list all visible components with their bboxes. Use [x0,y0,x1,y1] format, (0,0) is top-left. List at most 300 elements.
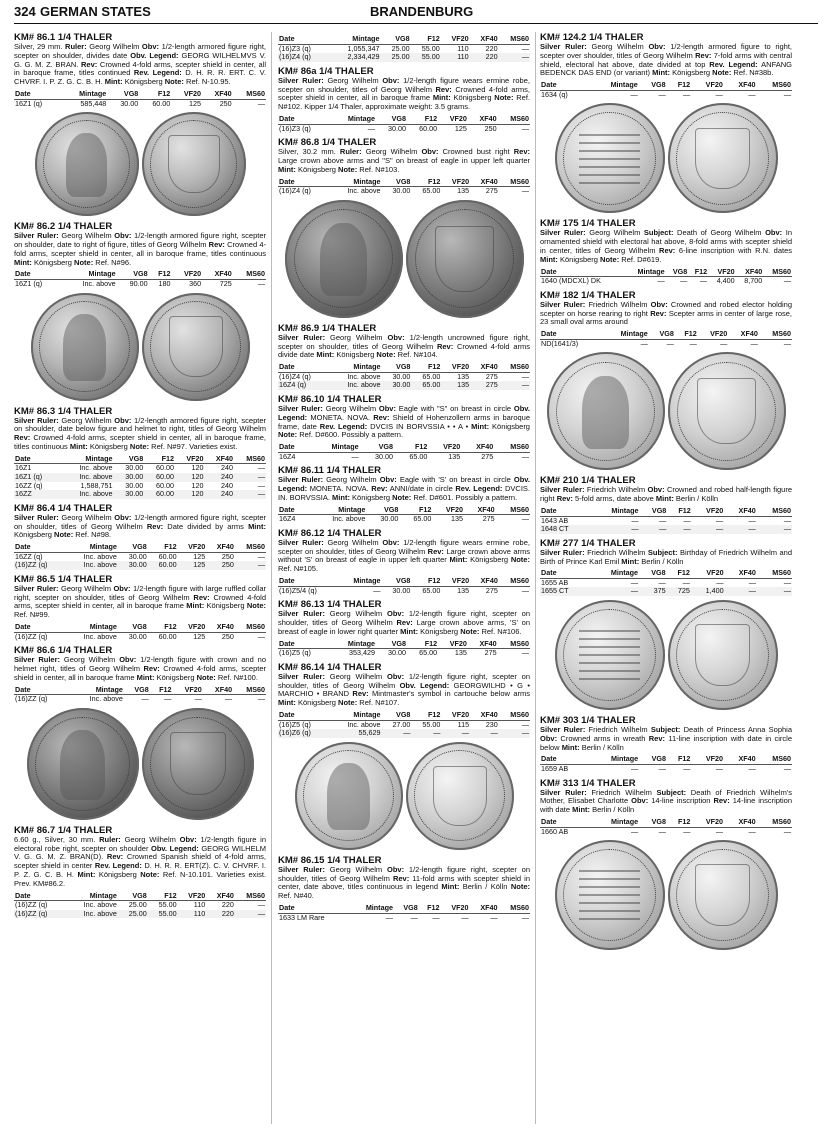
field-label: Mint: [432,93,451,103]
entry-description [278,148,530,174]
field-label: Mint: [136,672,155,682]
catalog-entry [540,290,792,349]
mintage-cell: (16)ZZ (q) [15,694,48,704]
column-header: VF20 [691,755,724,764]
field-text: D. H. R. R. ERT(Z). C. V. CHVRF. I. P. Z. G. C. B. H. [14,861,266,880]
catalog-entry [278,323,530,390]
coin-photos [540,103,792,213]
column-header: XF40 [468,115,498,124]
field-text: 1/2-length armored figure to right, scepter over shoulder, titles of Georg Wilhelm [540,42,793,60]
field-text: Crowned Spanish shield of 4-fold arms, scepter shield in center [14,852,266,871]
field-text: 1/2-length figure wears ermine robe, scepter on shoulder, titles of Georg Wilhelm [278,75,530,94]
column-header: MS60 [499,178,530,187]
mintage-cell: 240 [221,480,234,490]
entry-description [540,229,792,264]
mintage-cell: — [748,764,756,774]
column-header: F12 [411,178,441,187]
mintage-table [278,904,530,922]
column-header: VG8 [118,892,148,901]
entry-title: KM# 86.3 1/4 THALER [14,405,113,417]
field-label: Silver Ruler: [14,583,59,593]
field-label: Rev. Legend: [133,68,182,78]
mintage-cell: 16Z4 [279,451,296,461]
mintage-cell: — [590,587,639,596]
field-label: Note: [600,254,620,264]
mintage-cell: — [521,585,529,595]
mintage-row [14,632,266,641]
mintage-header-row [540,507,792,516]
entry-description [278,476,530,502]
field-text: Death of Friedrich Wilhelm's Mother, Elisabet Charlotte [540,787,792,806]
column-header: F12 [148,623,178,632]
mintage-table [540,507,792,534]
entry-description [278,539,530,574]
mintage-cell: (16)Z5 (q) [279,719,311,729]
column-header: F12 [150,686,173,695]
column-header: XF40 [728,330,759,339]
mintage-header-row [540,818,792,827]
column-header: VG8 [639,818,667,827]
field-label: Silver Ruler: [540,485,585,495]
mintage-table [278,577,530,595]
mintage-header-row [14,623,266,632]
coin-portrait-icon [66,133,108,197]
mintage-table [278,640,530,658]
column-header: XF40 [461,443,494,452]
entry-title: KM# 86.2 1/4 THALER [14,221,113,233]
mintage-cell: — [499,53,530,62]
field-label: Mint: [278,698,296,708]
column-header: Mintage [590,507,639,516]
column-header: Date [14,892,65,901]
mintage-table [540,268,792,286]
entry-description [540,726,792,752]
field-label: Rev: [695,50,712,60]
field-label: Subject: [650,725,681,735]
mintage-cell: 30.00 [388,648,407,658]
field-label: Obv. Legend: [278,403,531,422]
column-header: F12 [139,90,171,99]
coin-portrait-icon [579,128,641,190]
mintage-cell: — [783,577,791,587]
column-header: Mintage [331,115,376,124]
column-header: Date [540,81,589,90]
mintage-table [278,115,530,133]
mintage-cell: — [499,729,530,738]
column-3 [540,32,792,955]
catalog-entry [278,465,530,524]
mintage-cell: 65.00 [419,648,438,658]
mintage-cell: 65.00 [411,381,441,390]
column-header: Date [278,640,331,649]
field-label: Rev: [556,494,573,504]
field-text: 1/2-length figure wears ermine robe, scepter on shoulder, titles of Georg Wilhelm [278,537,530,556]
column-header: XF40 [725,569,757,578]
column-header: XF40 [724,81,757,90]
mintage-cell: 60.00 [419,123,438,133]
column-header: MS60 [494,443,530,452]
mintage-cell: 375 [639,587,667,596]
coin-photos [278,200,530,318]
column-header: MS60 [499,363,530,372]
field-label: Silver Ruler: [278,403,323,413]
column-header: Mintage [65,543,118,552]
coin-reverse-image [668,103,778,213]
coin-obverse-image [555,103,665,213]
mintage-cell: — [715,89,723,99]
column-header: MS60 [498,115,530,124]
entry-title: KM# 86a 1/4 THALER [278,65,374,77]
column-header: Date [540,755,590,764]
mintage-row [278,124,530,133]
field-text: In ornamented shield with electoral hat above, 8-fold arms with scepter shield in center, titles of Georg Wilhelm [540,228,793,255]
field-label: Obv: [386,671,405,681]
column-header: Date [14,543,65,552]
coin-reverse-image [668,600,778,710]
field-text: GEORGWILHD • G • MARCHIO • BRAND [278,680,530,699]
mintage-cell: 360 [189,278,202,288]
mintage-table [540,330,792,348]
coin-portrait-icon [320,223,367,296]
column-divider [535,32,536,1124]
mintage-cell: — [783,338,791,348]
mintage-cell: — [783,515,791,525]
mintage-cell: 275 [484,648,497,658]
field-label: Rev: [513,147,530,157]
mintage-cell: 30.00 [382,381,412,390]
mintage-cell: Inc. above [89,694,123,704]
field-label: Mint: [104,77,123,87]
coin-obverse-image [295,742,403,850]
column-header: XF40 [470,35,499,44]
mintage-cell: 250 [219,98,232,108]
mintage-cell: 1,588,751 [80,480,113,490]
field-text: Death of Georg Wilhelm [673,228,766,238]
mintage-cell: Inc. above [347,371,381,381]
field-text: Königsberg [418,626,461,636]
column-header: VG8 [382,711,412,720]
mintage-cell: 30.00 [128,551,147,561]
mintage-cell: — [521,719,529,729]
column-header: VG8 [118,543,148,552]
mintage-cell: 55,629 [329,729,382,738]
mintage-cell: 4,400 [716,276,735,286]
column-header: VF20 [432,506,464,515]
column-header: VF20 [441,577,470,586]
column-header: VG8 [640,507,668,516]
coin-arms-icon [695,624,750,686]
field-label: Note: [338,698,358,708]
coin-arms-icon [695,128,750,190]
column-header: XF40 [736,268,764,277]
mintage-cell: 1659 AB [541,764,569,774]
mintage-cell: — [257,463,265,473]
column-header: Mintage [65,892,118,901]
entry-title: KM# 86.1 1/4 THALER [14,32,113,43]
mintage-cell: 55.00 [411,53,441,62]
column-header: MS60 [234,455,266,464]
field-text: Mintmaster's symbol in cartouche below arms [368,689,530,699]
mintage-cell: 230 [485,719,498,729]
mintage-cell: 16ZZ (q) [15,480,43,490]
column-header: VF20 [698,330,729,339]
mintage-cell: — [441,729,470,738]
mintage-row [540,587,792,596]
entry-title: KM# 303 1/4 THALER [540,715,636,727]
column-header: VF20 [441,904,470,913]
column-header: VF20 [172,686,202,695]
field-text: 1/2-length figure with large ruffled collar right, scepter on shoulder, titles of Georg Wilhelm [14,583,267,602]
mintage-cell: 135 [457,186,470,196]
column-header: F12 [411,35,441,44]
column-header: VG8 [394,904,419,913]
catalog-entry [14,32,266,108]
mintage-cell: 16Z1 (q) [14,473,59,482]
mintage-cell: — [164,694,172,704]
column-header: VF20 [428,443,461,452]
field-text: Ref. N-10.101. Varieties exist. Prev. KM#86.2. [14,870,267,888]
field-text: Death of Princess Anna Sophia [680,725,792,735]
catalog-entry [278,394,530,461]
column-header: VF20 [441,363,470,372]
field-label: Silver Ruler: [540,228,586,238]
field-text: D. H. R. R. ERT. C. V. CHVRF. I. P. Z. G. C. B. H. [14,68,266,87]
column-header: MS60 [499,577,530,586]
field-label: Note: [140,870,160,880]
mintage-row [540,339,792,348]
mintage-cell: 55.00 [422,719,441,729]
field-label: Obv. Legend: [278,475,530,494]
mintage-cell: (16)ZZ (q) [14,561,65,570]
entry-description [540,301,792,327]
mintage-cell: — [141,694,149,704]
column-header: Mintage [350,904,394,913]
mintage-cell: 220 [470,53,499,62]
field-label: Rev: [436,341,454,351]
column-header: Date [278,35,329,44]
column-header: MS60 [499,35,530,44]
field-text: Ref. N-10.95. [183,77,231,87]
column-header: Mintage [59,455,113,464]
field-text: Berlin / Kölln [590,805,635,815]
mintage-cell: — [521,514,529,524]
field-label: Silver Ruler: [540,42,587,51]
column-header: VG8 [382,178,412,187]
field-text: 1/2-length figure right, scepter on shoulder, titles of Georg Wilhelm [278,864,531,883]
entry-title: KM# 86.9 1/4 THALER [278,322,377,334]
field-label: Rev: [427,546,444,556]
field-label: Ruler: [99,834,121,844]
field-text: 1/2-length uncrowned figure right, scepter on shoulder, titles of Georg Wilhelm [278,332,530,351]
mintage-cell: 250 [221,551,234,561]
mintage-cell: 60.00 [158,551,177,561]
mintage-cell: 125 [454,123,467,133]
coin-arms-icon [170,732,226,795]
mintage-cell: 275 [485,186,498,196]
column-header: F12 [407,640,438,649]
mintage-header-row [278,115,530,124]
mintage-cell: 135 [448,451,461,461]
mintage-cell: — [257,480,265,490]
field-label: Subject: [643,228,674,238]
field-label: Note: [510,882,530,892]
field-label: Silver Ruler: [14,655,60,665]
column-header: Mintage [589,81,639,90]
column-1 [14,32,266,922]
field-label: Silver Ruler: [540,299,586,309]
mintage-header-row [14,543,266,552]
column-header: XF40 [464,506,496,515]
field-label: Mint: [400,626,419,636]
field-text: 1/2-length armored figure right, scepter on shoulder, date to right of figure, titles of Georg Wilhelm [14,231,267,249]
column-header: VG8 [376,640,407,649]
catalog-entry [540,218,792,285]
mintage-cell: 16ZZ (q) [15,551,43,561]
mintage-cell: 30.00 [388,123,407,133]
mintage-cell: 60.00 [148,561,178,570]
mintage-row [278,729,530,738]
field-text: Georg Wilhelm [86,42,142,51]
field-text: 1/2-length figure right, scepter on shoulder, titles of Georg Wilhelm [278,609,531,628]
column-header: Mintage [329,178,382,187]
mintage-cell: — [692,525,725,534]
field-label: Mint: [186,601,205,611]
mintage-cell: 135 [457,585,470,595]
mintage-cell: — [667,525,691,534]
field-text: 1/2-length figure right, scepter on shoulder, titles of Georg Wilhelm [278,671,531,690]
coin-obverse-image [31,293,139,401]
field-label: Obv: [765,228,783,238]
field-text: Large crown above arms without 'S' on breast of eagle in upper left quarter [278,546,530,565]
mintage-cell: 65.00 [422,186,441,196]
mintage-table [278,35,530,62]
column-header: MS60 [763,268,792,277]
entry-title: KM# 210 1/4 THALER [540,475,636,487]
field-text: GEORG WILHELM V. G. G. M. Z. BRAN(D). [14,843,266,862]
field-label: Obv: [421,147,439,157]
field-text: Ref. D#600. Possibly a pattern. [297,430,404,440]
field-label: Mint: [69,441,88,451]
field-text: MONETA. NOVA. [307,484,372,494]
column-header: MS60 [499,711,530,720]
field-text: Ref. N#105. [278,564,319,574]
catalog-entry [14,825,266,919]
field-label: Rev: [650,308,667,318]
field-text: Birthday of Friedrich Wilhelm and Birth of Prince Karl Emil [540,547,793,566]
coin-photos [540,352,792,470]
mintage-row [278,913,530,922]
mintage-row [540,90,792,99]
field-text: Ref. N#106. [479,626,522,636]
mintage-cell: 27.00 [392,719,411,729]
mintage-cell: — [410,912,418,922]
field-text: Königsberg [204,601,247,611]
column-header: Date [540,268,625,277]
mintage-row [278,452,530,461]
mintage-row [14,561,266,570]
entry-title: KM# 86.12 1/4 THALER [278,527,382,539]
coin-obverse-image [555,600,665,710]
field-label: Mint: [316,350,335,360]
coin-reverse-image [142,708,254,820]
field-text: Friedrich Wilhelm [584,485,648,495]
mintage-cell: 30.00 [392,371,411,381]
mintage-cell: — [470,729,499,738]
column-header: XF40 [470,711,499,720]
column-header: MS60 [233,90,266,99]
catalog-entry [278,855,530,922]
mintage-row [278,53,530,62]
mintage-cell: — [748,826,756,836]
field-text: Crowned and robed half-length figure right [540,485,792,504]
mintage-cell: — [659,515,667,525]
catalog-entry [540,715,792,774]
catalog-entry [278,137,530,196]
field-label: Mint: [540,254,558,264]
mintage-cell: Inc. above [83,900,117,910]
mintage-cell: — [716,515,724,525]
mintage-cell: 220 [206,910,235,919]
mintage-cell: Inc. above [79,463,113,473]
mintage-cell: 60.00 [156,480,175,490]
column-header: VG8 [360,443,394,452]
mintage-cell: — [683,515,691,525]
mintage-cell: — [521,451,529,461]
entry-title: KM# 124.2 1/4 THALER [540,32,644,43]
mintage-header-row [540,81,792,90]
entry-title: KM# 86.8 1/4 THALER [278,137,377,149]
column-header: VG8 [376,115,407,124]
coin-photos [14,708,266,820]
mintage-row [540,277,792,286]
entry-description [278,673,530,708]
column-header: Mintage [590,755,640,764]
mintage-cell: 25.00 [380,53,410,62]
mintage-cell: — [757,525,792,534]
column-header: XF40 [202,90,233,99]
field-text: Königsberg [349,492,393,502]
mintage-header-row [540,330,792,339]
entry-description [540,789,792,815]
column-header: F12 [688,268,708,277]
field-label: Obv: [379,475,397,485]
mintage-cell: 30.00 [118,561,148,570]
mintage-cell: — [666,338,674,348]
column-header: XF40 [205,455,235,464]
column-header: F12 [667,81,692,90]
mintage-cell: — [521,912,529,922]
field-text: Königsberg [334,350,377,360]
column-header: VF20 [438,115,468,124]
field-label: Note: [460,626,480,636]
mintage-cell: 240 [205,473,235,482]
mintage-cell: 250 [206,561,235,570]
column-header: XF40 [206,543,235,552]
mintage-row [278,187,530,196]
column-header: Mintage [68,686,124,695]
mintage-cell: — [521,43,529,53]
entry-description [278,866,530,901]
field-label: Rev: [146,521,164,531]
column-header: Date [540,569,590,578]
catalog-entry [278,599,530,658]
mintage-cell: 30.00 [114,473,145,482]
mintage-table [14,623,266,641]
field-label: Obv: [378,403,396,413]
section-name: GERMAN STATES [40,4,151,19]
field-label: Note: [246,601,266,611]
mintage-cell: 275 [482,514,495,524]
